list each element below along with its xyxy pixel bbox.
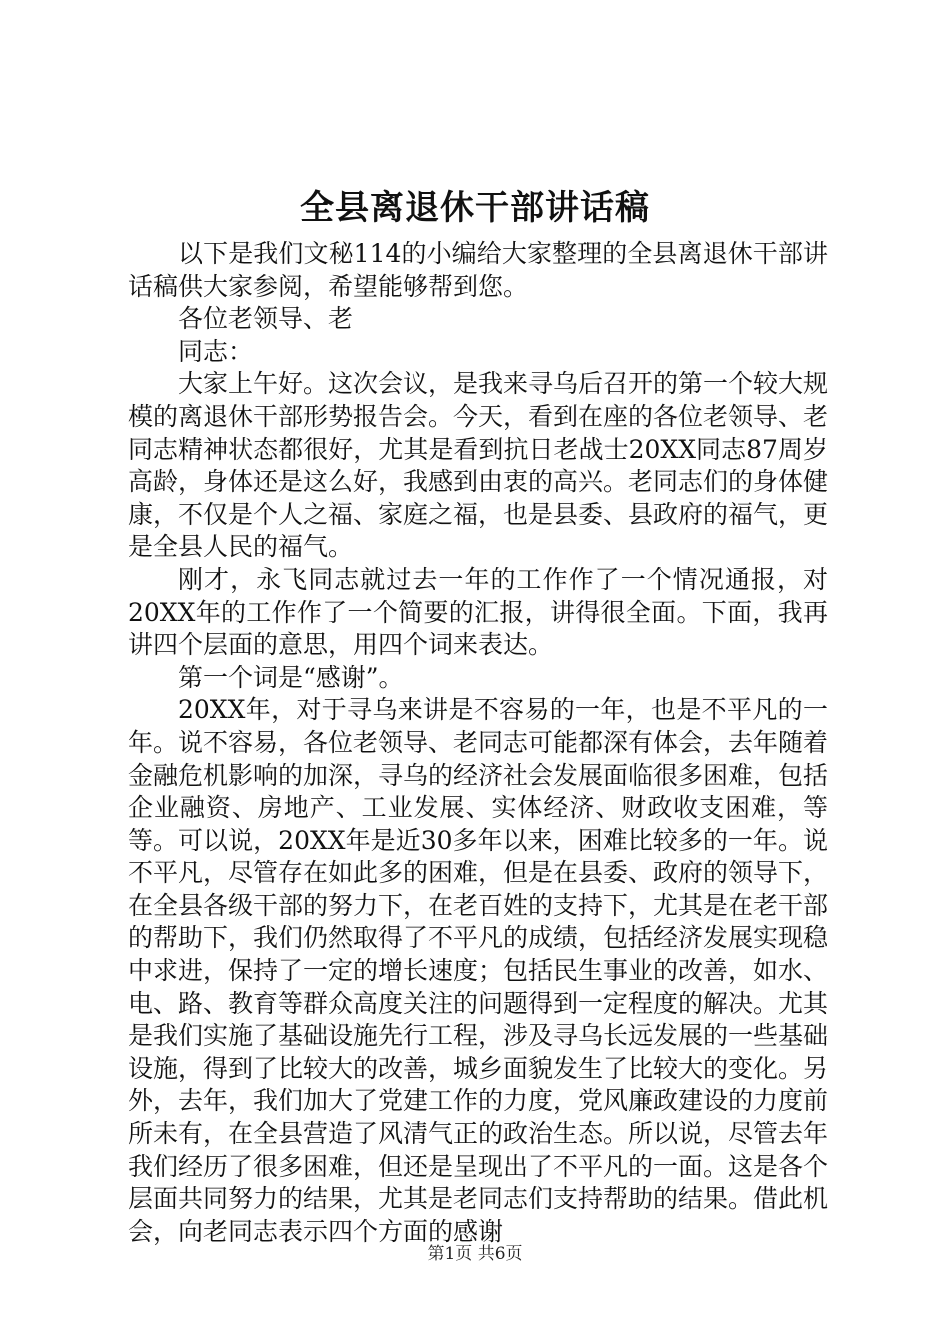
paragraph-year-review: 20XX年，对于寻乌来讲是不容易的一年，也是不平凡的一年。说不容易，各位老领导、老同志可能都深有体会，去年随着金融危机影响的加深，寻乌的经济社会发展面临很多困难，包括企业融资、房地产、工业发展、实体经济、财政收支困难，等等。可以说，20XX年是近30多年以来，困难比较多的一年。说不平凡，尽管存在如此多的困难，但是在县委、政府的领导下，在全县各级干部的努力下，在老百姓的支持下，尤其是在老干部的帮助下，我们仍然取得了不平凡的成绩，包括经济发展实现稳中求进，保持了一定的增长速度；包括民生事业的改善，如水、电、路、教育等群众高度关注的问题得到一定程度的解决。尤其是我们实施了基础设施先行工程，涉及寻乌长远发展的一些基础设施，得到了比较大的改善，城乡面貌发生了比较大的变化。另外，去年，我们加大了党建工作的力度，党风廉政建设的力度前所未有，在全县营造了风清气正的政治生态。所以说，尽管去年我们经历了很多困难，但还是呈现出了不平凡的一面。这是各个层面共同努力的结果，尤其是老同志们支持帮助的结果。借此机会，向老同志表示四个方面的感谢 [128, 695, 829, 1246]
document-title: 全县离退休干部讲话稿 [300, 188, 650, 228]
document-body [128, 238, 828, 1248]
paragraph-intro: 以下是我们文秘114的小编给大家整理的全县离退休干部讲话稿供大家参阅，希望能够帮到您。 [128, 239, 828, 301]
paragraph-salutation-1: 各位老领导、老 [178, 304, 354, 334]
paragraph-report-summary: 刚才，永飞同志就过去一年的工作作了一个情况通报，对20XX年的工作作了一个简要的汇报，讲得很全面。下面，我再讲四个层面的意思，用四个词来表达。 [128, 564, 828, 660]
paragraph-first-word: 第一个词是“感谢”。 [178, 662, 404, 692]
paragraph-salutation-2: 同志： [178, 336, 254, 366]
paragraph-greeting: 大家上午好。这次会议，是我来寻乌后召开的第一个较大规模的离退休干部形势报告会。今天，看到在座的各位老领导、老同志精神状态都很好，尤其是看到抗日老战士20XX同志87周岁高龄，身体还是这么好，我感到由衷的高兴。老同志们的身体健康，不仅是个人之福、家庭之福，也是县委、县政府的福气，更是全县人民的福气。 [128, 369, 829, 562]
page-number-footer: 第1页 共6页 [427, 1244, 523, 1264]
